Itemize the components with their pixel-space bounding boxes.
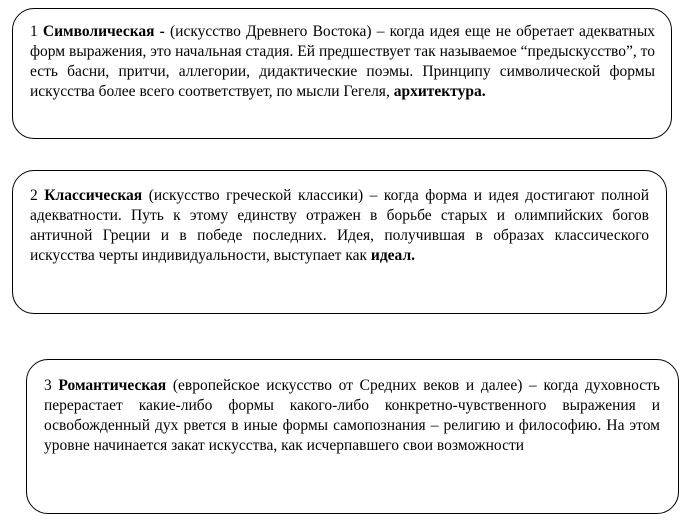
block-number: 2: [30, 187, 38, 204]
romantic-art-box: [26, 359, 679, 514]
emphasis-ideal: идеал.: [370, 247, 416, 264]
term-classical: Классическая: [44, 187, 143, 204]
emphasis-architecture: архитектура.: [393, 83, 486, 100]
symbolic-art-box: [12, 8, 672, 139]
romantic-description: (европейское искусство от Средних веков и далее) – когда духовность перерастает какие-либо формы какого-либо конкретно-чувственного выражения и освобожденный дух рвется в иные формы самопознания – религию и философию. На этом уровне начинается закат искусства, как исчерпавшего свои возможности: [44, 377, 661, 454]
term-romantic: Романтическая: [58, 377, 167, 394]
classical-art-box: [12, 170, 667, 314]
symbolic-description: (искусство Древнего Востока) – когда идея еще не обретает адекватных форм выражения, это начальная стадия. Ей предшествует так называемое “предыскусство”, то есть басни, притчи, аллегории, дидактические поэмы. Принципу символической формы искусства более всего соответствует, по мысли Гегеля,: [30, 23, 655, 100]
classical-description: (искусство греческой классики) – когда форма и идея достигают полной адекватности. Путь к этому единству отражен в борьбе старых и олимпийских богов античной Греции и в победе последних. Идея, получившая в образах классического искусства черты индивидуальности, выступает как: [30, 187, 650, 264]
block-number: 1: [30, 23, 38, 40]
term-symbolic: Символическая -: [42, 23, 165, 40]
romantic-art-text: [44, 376, 660, 456]
symbolic-art-text: [30, 22, 655, 102]
classical-art-text: [30, 186, 649, 266]
block-number: 3: [44, 377, 52, 394]
